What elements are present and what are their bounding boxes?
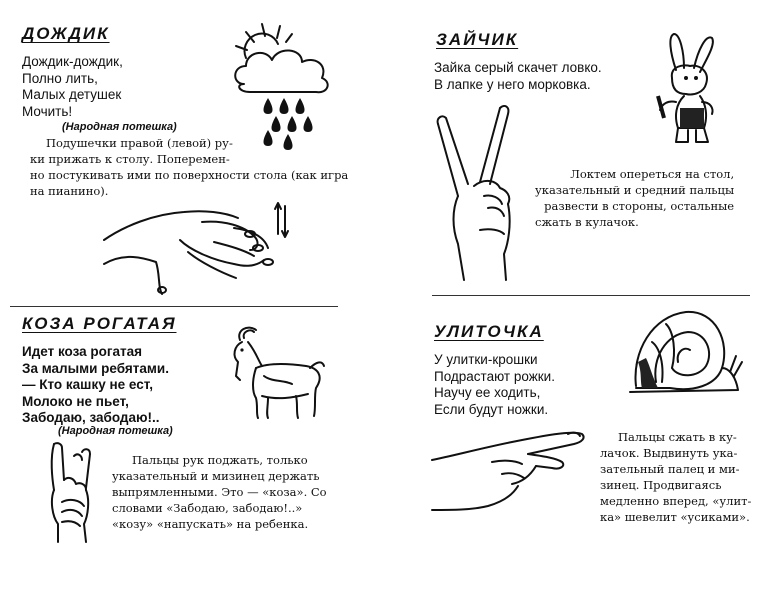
snail-poem: [434, 352, 555, 418]
bunny-instruction-line: сжать в кулачок.: [535, 215, 639, 229]
goat-source: (Народная потешка): [58, 425, 173, 437]
snail-poem-line: Подрастают рожки.: [434, 368, 555, 384]
snail-poem-line: У улитки-крошки: [434, 352, 538, 367]
bunny-poem: [434, 60, 602, 93]
rain-instruction-line: Подушечки правой (левой) ру-: [46, 136, 233, 150]
snail-instruction-line: Пальцы сжать в ку-: [618, 430, 737, 444]
goat-poem-line: Идет коза рогатая: [22, 344, 143, 359]
goat-poem-line: Забодаю, забодаю!..: [22, 410, 160, 425]
bunny-poem-line: Зайка серый скачет ловко.: [434, 60, 602, 75]
goat-poem-line: Молоко не пьет,: [22, 393, 129, 409]
raindrops-icon: [264, 98, 313, 150]
goat-poem-line: — Кто кашку не ест,: [22, 377, 154, 392]
horns-hand-icon: [44, 438, 104, 548]
up-down-arrows-icon: [274, 200, 290, 240]
bunny-instruction-line: развести в стороны, остальные: [544, 199, 735, 213]
rain-instruction-line: ки прижать к столу. Поперемен-: [30, 152, 230, 166]
snail-instruction-line: медленно вперед, «улит-: [600, 494, 752, 508]
rain-poem-line: Малых детушек: [22, 87, 122, 102]
rain-instruction-line: но постукивать ими по поверхности стола (как игра: [30, 168, 349, 182]
snail-hand-icon: [432, 426, 602, 536]
right-divider: [432, 295, 750, 296]
bunny-title: ЗАЙЧИК: [436, 30, 519, 49]
bunny-with-carrot-icon: [654, 30, 734, 150]
snail-instruction-line: зинец. Продвигаясь: [600, 478, 722, 492]
goat-poem-line: За малыми ребятами.: [22, 360, 169, 376]
rain-poem: [22, 54, 123, 120]
cloud-shape: [235, 50, 327, 92]
rain-title: ДОЖДИК: [22, 24, 110, 43]
bunny-instruction: [535, 166, 734, 230]
snail-poem-line: Если будут ножки.: [434, 401, 549, 417]
rain-poem-line: Мочить!: [22, 103, 73, 119]
left-divider: [10, 306, 338, 307]
snail-icon: [626, 302, 746, 402]
overalls: [680, 108, 704, 128]
rain-poem-line: Дождик-дождик,: [22, 54, 123, 69]
goat-poem: [22, 344, 169, 427]
bunny-instruction-line: Локтем опереться на стол,: [570, 167, 735, 181]
snail-poem-line: Научу ее ходить,: [434, 385, 541, 400]
goat-instruction-line: «козу» «напускать» на ребенка.: [112, 517, 309, 531]
goat-instruction: [112, 452, 327, 532]
bunny-instruction-line: указательный и средний пальцы: [535, 183, 735, 197]
v-sign-hand-icon: [434, 104, 534, 284]
goat-title: КОЗА РОГАТАЯ: [22, 314, 177, 333]
snail-instruction: [600, 429, 751, 525]
snail-instruction-line: лачок. Выдвинуть ука-: [600, 446, 738, 460]
rain-instruction-line: на пианино).: [30, 184, 109, 198]
snail-instruction-line: ка» шевелит «усиками».: [600, 510, 750, 524]
goat-instruction-line: указательный и мизинец держать: [112, 469, 320, 483]
goat-instruction-line: словами «Забодаю, забодаю!..»: [112, 501, 303, 515]
rain-poem-line: Полно лить,: [22, 70, 98, 86]
snail-title: УЛИТОЧКА: [434, 322, 544, 341]
goat-icon: [226, 322, 326, 422]
bunny-poem-line: В лапке у него морковка.: [434, 76, 591, 92]
cloud-sun-icon: [232, 22, 342, 152]
rain-source: (Народная потешка): [62, 121, 177, 133]
snail-instruction-line: зательный палец и ми-: [600, 462, 740, 476]
goat-instruction-line: выпрямленными. Это — «коза». Со: [112, 485, 327, 499]
tapping-hand-icon: [104, 200, 284, 300]
goat-instruction-line: Пальцы рук поджать, только: [132, 453, 308, 467]
